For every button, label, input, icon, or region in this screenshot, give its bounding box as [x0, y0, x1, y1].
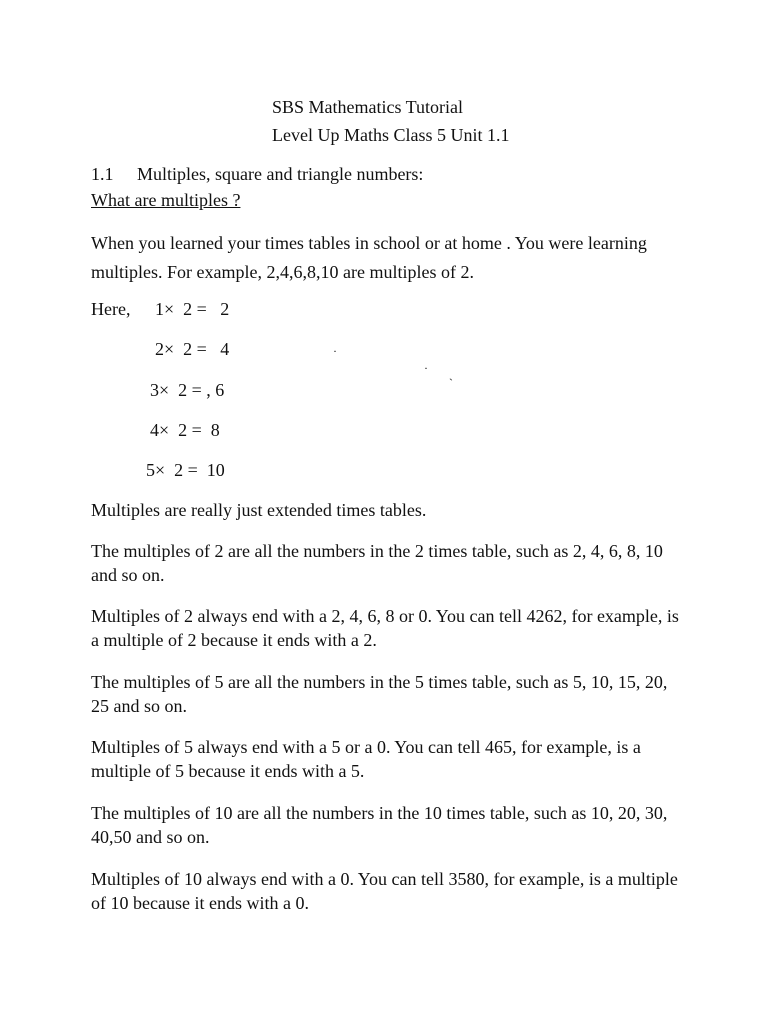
here-label: Here,: [91, 299, 131, 319]
section-heading: [91, 162, 423, 186]
paragraph-6: The multiples of 10 are all the numbers in the 10 times table, such as 10, 20, 30, 40,50 and so on.: [91, 803, 668, 847]
header-subtitle: Level Up Maths Class 5 Unit 1.1: [272, 125, 510, 145]
stray-dot: ˎ: [449, 367, 453, 381]
paragraph-4: The multiples of 5 are all the numbers in the 5 times table, such as 5, 10, 15, 20, 25 and so on.: [91, 672, 668, 716]
header-title: SBS Mathematics Tutorial: [272, 97, 464, 117]
equation-row-5: 5× 2 = 10: [146, 460, 225, 480]
intro-paragraph: When you learned your times tables in school or at home . You were learning multiples. For example, 2,4,6,8,10 are multiples of 2.: [91, 233, 647, 282]
paragraph-5: Multiples of 5 always end with a 5 or a 0. You can tell 465, for example, is a multiple of 5 because it ends with a 5.: [91, 737, 641, 781]
stray-dot: ·: [333, 344, 337, 358]
subheading: What are multiples ?: [91, 190, 241, 210]
equation-row-4: 4× 2 = 8: [150, 420, 220, 440]
paragraph-7: Multiples of 10 always end with a 0. You can tell 3580, for example, is a multiple of 10 because it ends with a 0.: [91, 869, 678, 913]
equation-row-3: 3× 2 = , 6: [150, 380, 225, 400]
equation-row-2: 2× 2 = 4: [155, 339, 230, 359]
equation-row-1: 1× 2 = 2: [155, 299, 230, 319]
paragraph-1: Multiples are really just extended times tables.: [91, 500, 427, 520]
section-title: Multiples, square and triangle numbers:: [137, 164, 424, 184]
paragraph-2: The multiples of 2 are all the numbers in the 2 times table, such as 2, 4, 6, 8, 10 and so on.: [91, 541, 663, 585]
section-number: 1.1: [91, 164, 114, 184]
stray-dot: ·: [424, 361, 428, 375]
document-header: [272, 93, 509, 149]
paragraph-3: Multiples of 2 always end with a 2, 4, 6, 8 or 0. You can tell 4262, for example, is a multiple of 2 because it ends with a 2.: [91, 606, 679, 650]
